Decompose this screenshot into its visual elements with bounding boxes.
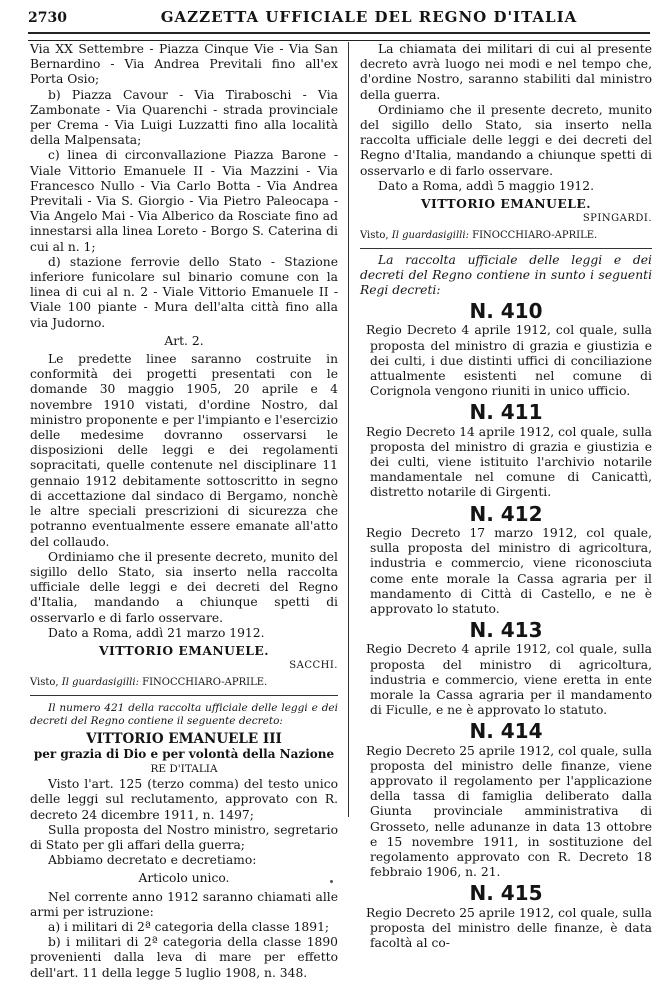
- decree-number: N. 414: [469, 719, 543, 744]
- visto-title: Il guardasigilli:: [391, 230, 469, 242]
- left-column: [30, 42, 338, 981]
- visto-label: Visto,: [360, 230, 389, 242]
- visto-line-right: [360, 228, 652, 243]
- section-divider: [360, 248, 652, 249]
- visto-line-left: [30, 675, 338, 690]
- articolo-unico-heading: Articolo unico.: [138, 871, 230, 886]
- print-dot: [330, 880, 333, 883]
- left-paragraph-1: Via XX Settembre - Piazza Cinque Vie - Via San Bernardino - Via Andrea Previtali fino all'ex Porta Osio;: [30, 42, 338, 87]
- king-title: VITTORIO EMANUELE III: [86, 730, 282, 747]
- raccolta-note: Il numero 421 della raccolta ufficiale delle leggi e dei decreti del Regno contiene il seguente decreto:: [30, 701, 338, 727]
- decree-number: N. 412: [469, 501, 543, 526]
- visto-name: FINOCCHIARO-APRILE.: [472, 230, 598, 242]
- decree-number: N. 415: [469, 881, 543, 906]
- header-rule: [28, 32, 650, 41]
- right-column: [360, 42, 652, 951]
- left-paragraph-3: c) linea di circonvallazione Piazza Barone - Viale Vittorio Emanuele II - Via Mazzini - Via Francesco Nullo - Via Carlo Botta - Via Andrea Previtali - Via S. Giorgio - Via Pietro Paleocapa - Via Angelo Mai - Via Alberico da Rosciate fino ad innestarsi alla linea Loreto - Borgo S. Caterina di cui al n. 1;: [30, 148, 338, 254]
- decree-summary: Regio Decreto 17 marzo 1912, col quale, sulla proposta del ministro di agricoltura, industria e commercio, viene riconosciuta come ente morale la Cassa agraria per il mandamento di Città di Castello, e ne è approvato lo statuto.: [366, 525, 652, 616]
- left-paragraph-9: Abbiamo decretato e decretiamo:: [48, 853, 257, 868]
- sovereign-signature-left: VITTORIO EMANUELE.: [99, 642, 269, 658]
- decree-number: N. 410: [469, 299, 543, 324]
- left-paragraph-2: b) Piazza Cavour - Via Tiraboschi - Via Zambonate - Via Quarenchi - strada provinciale per Crema - Via Luigi Luzzatti fino alla località della Malpensata;: [30, 87, 338, 148]
- left-paragraph-7: Visto l'art. 125 (terzo comma) del testo unico delle leggi sul reclutamento, approvato con R. decreto 24 dicembre 1911, n. 1497;: [30, 777, 338, 822]
- page-number: 2730: [28, 10, 67, 26]
- decree-summary: Regio Decreto 4 aprile 1912, col quale, sulla proposta del ministro di agricoltura, industria e commercio, viene eretta in ente morale la Cassa agraria per il mandamento di Ficulle, e ne è approvato lo statuto.: [366, 642, 652, 718]
- re-ditalia: RE D'ITALIA: [150, 762, 218, 775]
- raccolta-intro: La raccolta ufficiale delle leggi e dei decreti del Regno contiene in sunto i seguenti Regi decreti:: [360, 252, 652, 298]
- decree-entry: [360, 618, 652, 718]
- page-header: [28, 8, 650, 32]
- decree-entry: [360, 881, 652, 951]
- decree-date-right: Dato a Roma, addì 5 maggio 1912.: [378, 178, 594, 193]
- grace-line: per grazia di Dio e per volontà della Nazione: [33, 746, 335, 761]
- article-2-heading: Art. 2.: [164, 333, 204, 348]
- section-divider: [30, 695, 338, 696]
- left-paragraph-10: Nel corrente anno 1912 saranno chiamati alle armi per istruzione:: [30, 889, 338, 919]
- minister-signature-left: SACCHI.: [289, 660, 338, 672]
- left-paragraph-6: Ordiniamo che il presente decreto, munito del sigillo dello Stato, sia inserto nella raccolta ufficiale delle leggi e dei decreti del Regno d'Italia, mandando a chiunque spetti di osservarlo e di farlo osservare.: [30, 549, 338, 625]
- visto-label: Visto,: [30, 677, 59, 689]
- right-paragraph-2: Ordiniamo che il presente decreto, munito del sigillo dello Stato, sia inserto nella raccolta ufficiale delle leggi e dei decreti del Regno d'Italia, mandando a chiunque spetti di osservarlo e di farlo osservare.: [360, 102, 652, 178]
- decree-entry: [360, 400, 652, 500]
- left-paragraph-11: a) i militari di 2ª categoria della classe 1891;: [48, 919, 330, 934]
- decree-summary: Regio Decreto 25 aprile 1912, col quale, sulla proposta del ministro delle finanze, è data facoltà al co-: [366, 905, 652, 950]
- left-paragraph-8: Sulla proposta del Nostro ministro, segretario di Stato per gli affari della guerra;: [30, 822, 338, 852]
- decree-summary: Regio Decreto 25 aprile 1912, col quale, sulla proposta del ministro delle finanze, viene approvato il regolamento per l'applicazione della tassa di famiglia deliberato dalla Giunta provinciale amministrativa di Grosseto, nelle adunanze in data 13 ottobre e 15 novembre 1911, in sostituzione del regolamento approvato con R. Decreto 18 febbraio 1906, n. 21.: [366, 743, 652, 880]
- left-paragraph-12: b) i militari di 2ª categoria della classe 1890 provenienti dalla leva di mare per effetto dell'art. 11 della legge 5 luglio 1908, n. 348.: [30, 935, 338, 980]
- sovereign-signature-right: VITTORIO EMANUELE.: [421, 196, 591, 212]
- decree-entry: [360, 501, 652, 617]
- right-paragraph-1: La chiamata dei militari di cui al presente decreto avrà luogo nei modi e nel tempo che, d'ordine Nostro, saranno stabiliti dal ministro della guerra.: [360, 42, 652, 102]
- decree-number: N. 413: [469, 618, 543, 643]
- decree-summary: Regio Decreto 4 aprile 1912, col quale, sulla proposta del ministro di grazia e giustizia e dei culti, i due distinti uffici di conciliazione attualmente esistenti nel comune di Corignola vengono riuniti in unico ufficio.: [366, 323, 652, 399]
- minister-signature-right: SPINGARDI.: [582, 213, 652, 225]
- visto-name: FINOCCHIARO-APRILE.: [142, 677, 268, 689]
- decree-number: N. 411: [469, 400, 543, 425]
- left-paragraph-5: Le predette linee saranno costruite in conformità dei progetti presentati con le domande 30 maggio 1905, 20 aprile e 4 novembre 1910 vistati, d'ordine Nostro, dal ministro proponente e per l'impianto e l'esercizio delle medesime dovranno osservarsi le disposizioni delle leggi e dei regolamenti sopracitati, quelle contenute nel disciplinare 11 gennaio 1912 debitamente sottoscritto in segno di accettazione dal sindaco di Bergamo, nonchè le altre speciali prescrizioni di sicurezza che potranno eventualmente essere emanate all'atto del collaudo.: [30, 352, 338, 549]
- left-paragraph-4: d) stazione ferrovie dello Stato - Stazione inferiore funicolare sul binario comune con la linea di cui al n. 2 - Viale Vittorio Emanuele II - Viale 100 piante - Mura dell'alta città fino alla via Judorno.: [30, 254, 338, 330]
- decree-date-left: Dato a Roma, addì 21 marzo 1912.: [48, 625, 265, 640]
- decree-entry: [360, 719, 652, 880]
- decree-entry: [360, 299, 652, 399]
- column-divider: [348, 42, 349, 817]
- visto-title: Il guardasigilli:: [61, 677, 139, 689]
- decree-summary: Regio Decreto 14 aprile 1912, col quale, sulla proposta del ministro di grazia e giustizia e dei culti, viene istituito l'archivio notarile mandamentale nel comune di Canicattì, distretto notarile di Girgenti.: [366, 424, 652, 500]
- masthead-title: GAZZETTA UFFICIALE DEL REGNO D'ITALIA: [160, 8, 578, 26]
